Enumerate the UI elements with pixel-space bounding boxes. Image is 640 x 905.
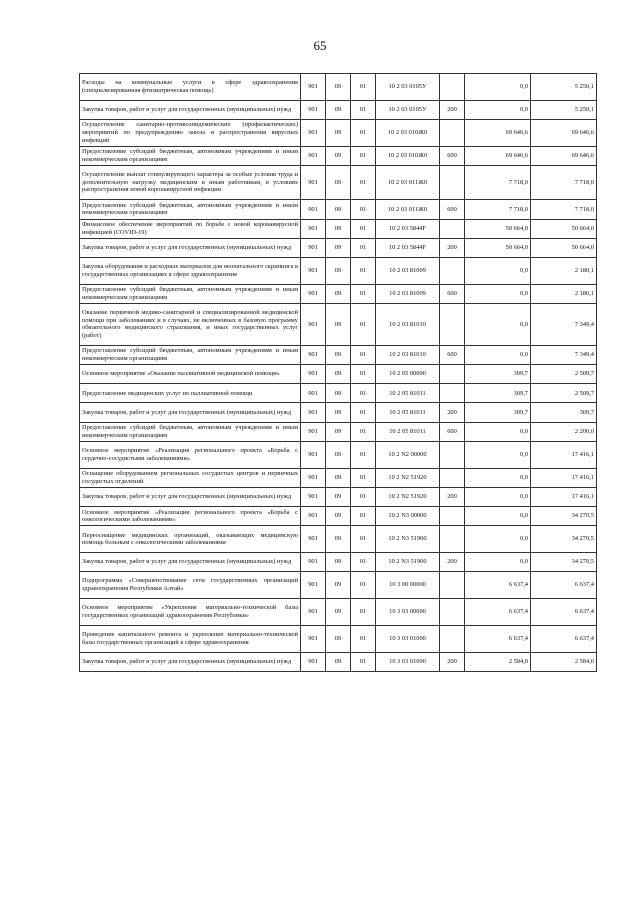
section-code: 09 <box>326 345 351 364</box>
expense-type: 600 <box>440 422 465 441</box>
admin-code: 901 <box>301 507 326 526</box>
amount-2: 34 270,5 <box>531 507 597 526</box>
target-article: 10 2 05 81011 <box>376 403 440 422</box>
subsection-code: 01 <box>351 284 376 303</box>
target-article: 10 2 N3 51900 <box>376 553 440 572</box>
target-article: 10 2 05 00000 <box>376 365 440 384</box>
table-row <box>80 119 597 146</box>
amount-2: 5 250,1 <box>531 100 597 119</box>
target-article: 10 2 03 81009 <box>376 284 440 303</box>
admin-code: 901 <box>301 468 326 487</box>
admin-code: 901 <box>301 219 326 238</box>
admin-code: 901 <box>301 365 326 384</box>
subsection-code: 01 <box>351 238 376 257</box>
amount-2: 69 646,6 <box>531 146 597 165</box>
section-code: 09 <box>326 146 351 165</box>
admin-code: 901 <box>301 652 326 671</box>
table-row <box>80 365 597 384</box>
amount-2: 7 349,4 <box>531 345 597 364</box>
section-code: 09 <box>326 238 351 257</box>
admin-code: 901 <box>301 345 326 364</box>
amount-1: 2 584,0 <box>465 652 531 671</box>
admin-code: 901 <box>301 303 326 345</box>
admin-code: 901 <box>301 598 326 625</box>
amount-2: 69 646,6 <box>531 119 597 146</box>
subsection-code: 01 <box>351 119 376 146</box>
page-number: 65 <box>313 38 327 53</box>
amount-1: 0,0 <box>465 303 531 345</box>
section-code: 09 <box>326 257 351 284</box>
row-name: Основное мероприятие «Оказание паллиативной медицинской помощи» <box>80 365 301 384</box>
amount-1: 0,0 <box>465 468 531 487</box>
row-name: Закупка оборудования и расходных материалов для неонатального скрининга в государственных организациях в сфере здравоохранения <box>80 257 301 284</box>
section-code: 09 <box>326 652 351 671</box>
expense-type <box>440 384 465 403</box>
expense-type: 200 <box>440 238 465 257</box>
amount-1: 50 664,0 <box>465 219 531 238</box>
section-code: 09 <box>326 526 351 553</box>
subsection-code: 01 <box>351 345 376 364</box>
admin-code: 901 <box>301 100 326 119</box>
table-row <box>80 200 597 219</box>
row-name: Основное мероприятие «Укрепление материально-технической базы государственных организаций здравоохранения Республики» <box>80 598 301 625</box>
target-article: 10 2 03 81010 <box>376 303 440 345</box>
section-code: 09 <box>326 165 351 199</box>
expense-type <box>440 165 465 199</box>
amount-2: 2 180,1 <box>531 284 597 303</box>
row-name: Переоснащение медицинских организаций, оказывающих медицинскую помощь больным с онкологическими заболеваниями <box>80 526 301 553</box>
admin-code: 901 <box>301 441 326 468</box>
table-row <box>80 553 597 572</box>
amount-2: 6 637,4 <box>531 625 597 652</box>
section-code: 09 <box>326 74 351 101</box>
table-row <box>80 403 597 422</box>
amount-2: 17 416,1 <box>531 468 597 487</box>
admin-code: 901 <box>301 257 326 284</box>
subsection-code: 01 <box>351 507 376 526</box>
admin-code: 901 <box>301 119 326 146</box>
section-code: 09 <box>326 487 351 506</box>
target-article: 10 2 N2 51920 <box>376 468 440 487</box>
target-article: 10 2 N2 00000 <box>376 441 440 468</box>
expense-type <box>440 365 465 384</box>
table-row <box>80 572 597 599</box>
amount-2: 34 270,5 <box>531 553 597 572</box>
table-row <box>80 598 597 625</box>
admin-code: 901 <box>301 384 326 403</box>
amount-2: 2 200,0 <box>531 422 597 441</box>
expense-type <box>440 74 465 101</box>
subsection-code: 01 <box>351 441 376 468</box>
subsection-code: 01 <box>351 652 376 671</box>
row-name: Предоставление субсидий бюджетным, автономным учреждениям и иным некоммерческим организациям <box>80 146 301 165</box>
amount-1: 7 718,0 <box>465 165 531 199</box>
section-code: 09 <box>326 468 351 487</box>
expense-type <box>440 507 465 526</box>
row-name: Закупка товаров, работ и услуг для государственных (муниципальных) нужд <box>80 553 301 572</box>
amount-1: 309,7 <box>465 384 531 403</box>
target-article: 10 3 00 00000 <box>376 572 440 599</box>
amount-1: 7 718,0 <box>465 200 531 219</box>
expense-type <box>440 441 465 468</box>
section-code: 09 <box>326 200 351 219</box>
expense-type: 200 <box>440 403 465 422</box>
target-article: 10 2 03 0105У <box>376 74 440 101</box>
table-row <box>80 441 597 468</box>
row-name: Закупка товаров, работ и услуг для государственных (муниципальных) нужд <box>80 652 301 671</box>
amount-1: 309,7 <box>465 365 531 384</box>
table-row <box>80 284 597 303</box>
table-row <box>80 165 597 199</box>
row-name: Закупка товаров, работ и услуг для государственных (муниципальных) нужд <box>80 403 301 422</box>
row-name: Основное мероприятие «Реализация регионального проекта «Борьба с онкологическими заболеваниями» <box>80 507 301 526</box>
subsection-code: 01 <box>351 200 376 219</box>
admin-code: 901 <box>301 200 326 219</box>
admin-code: 901 <box>301 165 326 199</box>
amount-2: 7 718,0 <box>531 165 597 199</box>
subsection-code: 01 <box>351 572 376 599</box>
table-row <box>80 422 597 441</box>
expense-type <box>440 303 465 345</box>
section-code: 09 <box>326 284 351 303</box>
subsection-code: 01 <box>351 422 376 441</box>
section-code: 09 <box>326 422 351 441</box>
target-article: 10 2 03 5844F <box>376 219 440 238</box>
amount-1: 50 664,0 <box>465 238 531 257</box>
target-article: 10 2 05 81011 <box>376 422 440 441</box>
target-article: 10 2 03 0105У <box>376 100 440 119</box>
subsection-code: 01 <box>351 365 376 384</box>
expense-type <box>440 625 465 652</box>
target-article: 10 2 N3 51900 <box>376 526 440 553</box>
target-article: 10 3 03 01000 <box>376 625 440 652</box>
row-name: Закупка товаров, работ и услуг для государственных (муниципальных) нужд <box>80 100 301 119</box>
amount-1: 69 646,6 <box>465 119 531 146</box>
target-article: 10 2 N2 51920 <box>376 487 440 506</box>
section-code: 09 <box>326 441 351 468</box>
admin-code: 901 <box>301 403 326 422</box>
row-name: Предоставление субсидий бюджетным, автономным учреждениям и иным некоммерческим организациям <box>80 200 301 219</box>
subsection-code: 01 <box>351 303 376 345</box>
section-code: 09 <box>326 403 351 422</box>
expense-type: 600 <box>440 345 465 364</box>
amount-1: 0,0 <box>465 284 531 303</box>
table-row <box>80 303 597 345</box>
table-row <box>80 526 597 553</box>
table-row <box>80 146 597 165</box>
row-name: Подпрограмма «Совершенствование сети государственных организаций здравоохранения Республики Алтай» <box>80 572 301 599</box>
amount-1: 0,0 <box>465 257 531 284</box>
row-name: Проведение капитального ремонта и укрепление материально-технической базы государственных организаций в сфере здравоохранения <box>80 625 301 652</box>
amount-2: 2 509,7 <box>531 384 597 403</box>
row-name: Оснащение оборудованием региональных сосудистых центров и первичных сосудистых отделений <box>80 468 301 487</box>
admin-code: 901 <box>301 572 326 599</box>
expense-type: 600 <box>440 284 465 303</box>
row-name: Предоставление медицинских услуг по паллиативной помощи <box>80 384 301 403</box>
admin-code: 901 <box>301 74 326 101</box>
table-row <box>80 219 597 238</box>
row-name: Расходы на коммунальные услуги в сфере здравоохранения (специализированная фтизиатрическая помощь) <box>80 74 301 101</box>
row-name: Закупка товаров, работ и услуг для государственных (муниципальных) нужд <box>80 238 301 257</box>
subsection-code: 01 <box>351 403 376 422</box>
subsection-code: 01 <box>351 384 376 403</box>
section-code: 09 <box>326 365 351 384</box>
row-name: Предоставление субсидий бюджетным, автономным учреждениям и иным некоммерческим организациям <box>80 345 301 364</box>
section-code: 09 <box>326 303 351 345</box>
admin-code: 901 <box>301 422 326 441</box>
amount-2: 2 584,0 <box>531 652 597 671</box>
table-row <box>80 345 597 364</box>
section-code: 09 <box>326 572 351 599</box>
admin-code: 901 <box>301 553 326 572</box>
expense-type <box>440 257 465 284</box>
expense-type <box>440 572 465 599</box>
amount-2: 17 416,1 <box>531 441 597 468</box>
target-article: 10 2 03 5844F <box>376 238 440 257</box>
expense-type <box>440 468 465 487</box>
row-name: Закупка товаров, работ и услуг для государственных (муниципальных) нужд <box>80 487 301 506</box>
section-code: 09 <box>326 553 351 572</box>
subsection-code: 01 <box>351 553 376 572</box>
target-article: 10 2 05 81011 <box>376 384 440 403</box>
expense-type <box>440 219 465 238</box>
table-row <box>80 652 597 671</box>
table-row <box>80 507 597 526</box>
amount-2: 6 637,4 <box>531 572 597 599</box>
admin-code: 901 <box>301 526 326 553</box>
amount-1: 0,0 <box>465 441 531 468</box>
target-article: 10 2 03 81009 <box>376 257 440 284</box>
section-code: 09 <box>326 100 351 119</box>
table-row <box>80 238 597 257</box>
section-code: 09 <box>326 119 351 146</box>
subsection-code: 01 <box>351 598 376 625</box>
row-name: Предоставление субсидий бюджетным, автономным учреждениям и иным некоммерческим организациям <box>80 284 301 303</box>
amount-2: 50 664,0 <box>531 238 597 257</box>
amount-1: 0,0 <box>465 422 531 441</box>
subsection-code: 01 <box>351 625 376 652</box>
row-name: Осуществление санитарно-противоэпидемических (профилактических) мероприятий по предупреждению завоза и распространения вирусных инфекций <box>80 119 301 146</box>
amount-1: 0,0 <box>465 345 531 364</box>
target-article: 10 2 N3 00000 <box>376 507 440 526</box>
expense-type: 200 <box>440 487 465 506</box>
target-article: 10 2 03 011Ж0 <box>376 200 440 219</box>
amount-2: 7 718,0 <box>531 200 597 219</box>
target-article: 10 2 03 81010 <box>376 345 440 364</box>
row-name: Осуществление выплат стимулирующего характера за особые условия труда и дополнительную нагрузку медицинским и иным работникам, в условиях распространения новой коронавирусной инфекции <box>80 165 301 199</box>
table-row <box>80 384 597 403</box>
admin-code: 901 <box>301 238 326 257</box>
amount-2: 6 637,4 <box>531 598 597 625</box>
target-article: 10 2 03 011Ж0 <box>376 165 440 199</box>
expense-type <box>440 598 465 625</box>
section-code: 09 <box>326 598 351 625</box>
expense-type: 600 <box>440 200 465 219</box>
amount-1: 0,0 <box>465 100 531 119</box>
expense-type: 600 <box>440 146 465 165</box>
expense-type: 200 <box>440 553 465 572</box>
amount-1: 69 646,6 <box>465 146 531 165</box>
budget-table <box>79 73 597 672</box>
amount-2: 50 664,0 <box>531 219 597 238</box>
table-row <box>80 487 597 506</box>
amount-1: 0,0 <box>465 553 531 572</box>
amount-2: 309,7 <box>531 403 597 422</box>
row-name: Оказание первичной медико-санитарной и специализированной медицинской помощи при заболеваниях и в случаях, не включенных в базовую программу обязательного медицинского страхования, и иных государственных услуг (работ) <box>80 303 301 345</box>
section-code: 09 <box>326 625 351 652</box>
admin-code: 901 <box>301 487 326 506</box>
amount-1: 0,0 <box>465 74 531 101</box>
section-code: 09 <box>326 219 351 238</box>
subsection-code: 01 <box>351 100 376 119</box>
subsection-code: 01 <box>351 219 376 238</box>
amount-2: 5 250,1 <box>531 74 597 101</box>
amount-2: 7 349,4 <box>531 303 597 345</box>
amount-2: 2 180,1 <box>531 257 597 284</box>
target-article: 10 3 03 01000 <box>376 652 440 671</box>
table-row <box>80 100 597 119</box>
subsection-code: 01 <box>351 146 376 165</box>
amount-1: 309,7 <box>465 403 531 422</box>
subsection-code: 01 <box>351 526 376 553</box>
expense-type: 200 <box>440 100 465 119</box>
table-row <box>80 625 597 652</box>
amount-2: 17 416,1 <box>531 487 597 506</box>
table-body <box>80 74 597 672</box>
table-row <box>80 468 597 487</box>
target-article: 10 2 03 010Ж0 <box>376 119 440 146</box>
target-article: 10 3 03 00000 <box>376 598 440 625</box>
admin-code: 901 <box>301 284 326 303</box>
amount-1: 6 637,4 <box>465 598 531 625</box>
subsection-code: 01 <box>351 468 376 487</box>
expense-type: 200 <box>440 652 465 671</box>
amount-1: 0,0 <box>465 526 531 553</box>
target-article: 10 2 03 010Ж0 <box>376 146 440 165</box>
amount-1: 6 637,4 <box>465 625 531 652</box>
subsection-code: 01 <box>351 487 376 506</box>
amount-1: 6 637,4 <box>465 572 531 599</box>
row-name: Предоставление субсидий бюджетным, автономным учреждениям и иным некоммерческим организациям <box>80 422 301 441</box>
table-row <box>80 257 597 284</box>
row-name: Основное мероприятие «Реализация регионального проекта «Борьба с сердечно-сосудистыми заболеваниями» <box>80 441 301 468</box>
amount-1: 0,0 <box>465 507 531 526</box>
table-row <box>80 74 597 101</box>
row-name: Финансовое обеспечение мероприятий по борьбе с новой коронавирусной инфекцией (COVID-19) <box>80 219 301 238</box>
subsection-code: 01 <box>351 165 376 199</box>
section-code: 09 <box>326 384 351 403</box>
amount-2: 34 270,5 <box>531 526 597 553</box>
amount-2: 2 509,7 <box>531 365 597 384</box>
expense-type <box>440 119 465 146</box>
subsection-code: 01 <box>351 74 376 101</box>
amount-1: 0,0 <box>465 487 531 506</box>
admin-code: 901 <box>301 625 326 652</box>
subsection-code: 01 <box>351 257 376 284</box>
expense-type <box>440 526 465 553</box>
section-code: 09 <box>326 507 351 526</box>
admin-code: 901 <box>301 146 326 165</box>
